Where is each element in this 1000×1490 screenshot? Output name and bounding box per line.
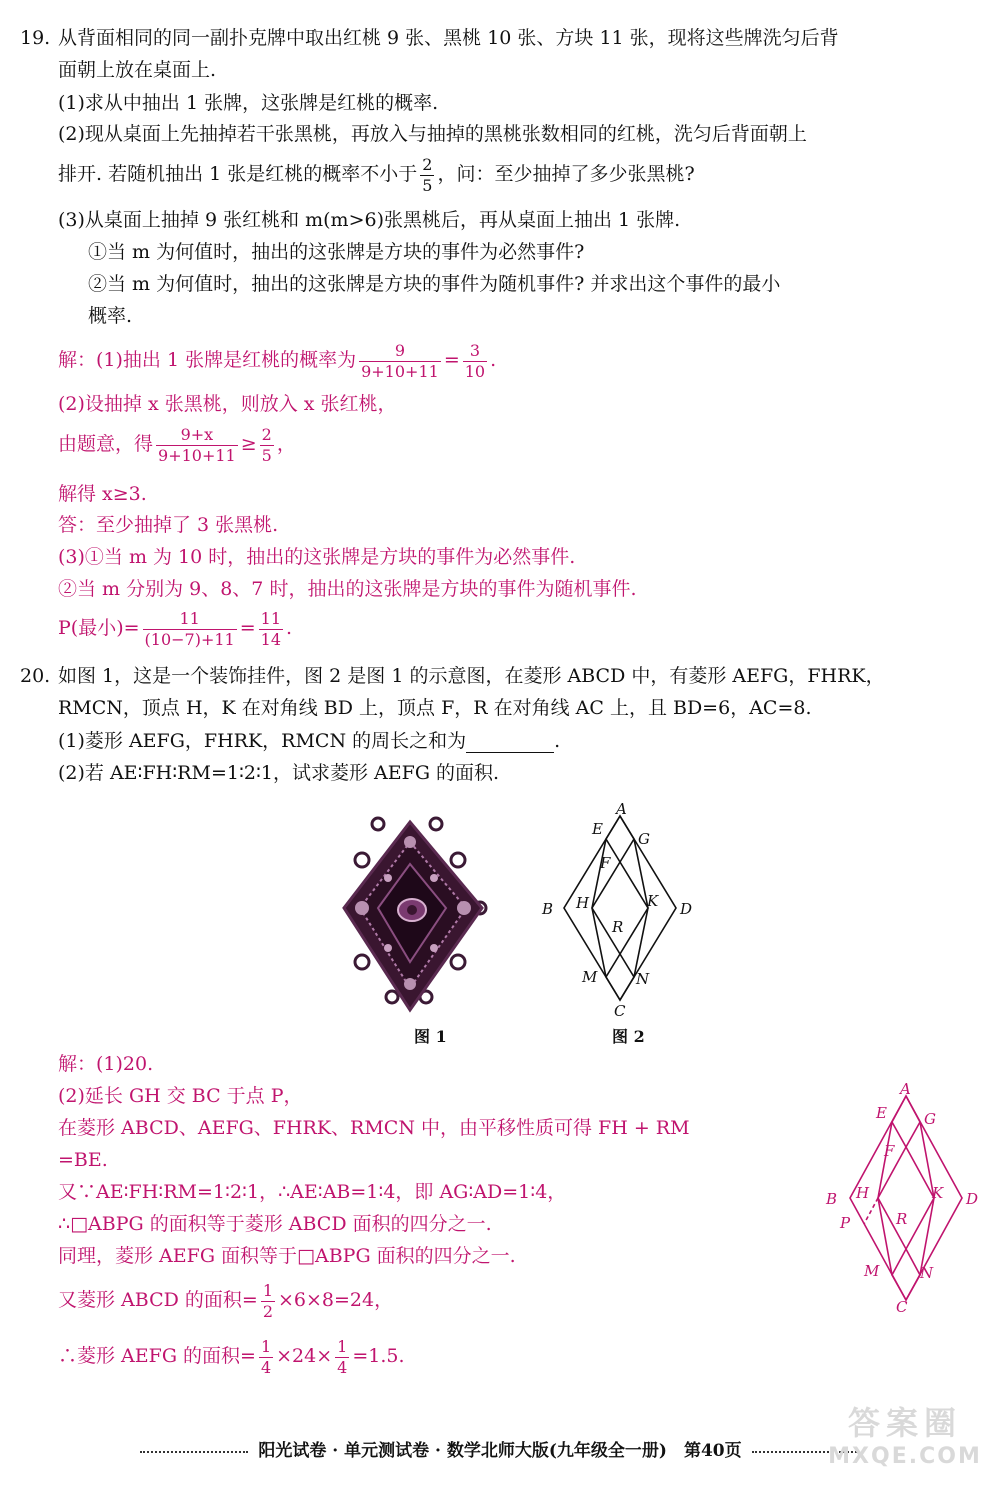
answer-blank (466, 734, 554, 753)
fraction-denominator: 4 (260, 1357, 272, 1377)
fraction-numerator: 1 (262, 1280, 273, 1300)
fraction-numerator: 9 (359, 341, 441, 362)
q19-stem-line1: 从背面相同的同一副扑克牌中取出红桃 9 张、黑桃 10 张、方块 11 张，现将这些牌洗匀后背 (58, 27, 839, 49)
q20-part2: (2)若 AE∶FH∶RM=1∶2∶1，试求菱形 AEFG 的面积. (58, 762, 500, 784)
fraction (259, 609, 283, 650)
a20-step8-text: 又菱形 ABCD 的面积= (58, 1289, 258, 1311)
fraction-numerator: 3 (463, 341, 487, 362)
fraction-denominator: 2 (262, 1301, 273, 1321)
q20-stem-line1: 如图 1，这是一个装饰挂件，图 2 是图 1 的示意图，在菱形 ABCD 中，有菱形 AEFG，FHRK， (58, 665, 885, 687)
fraction (335, 1337, 349, 1378)
equals-sign: = (239, 617, 256, 639)
q19-part2-question: ，问：至少抽掉了多少张黑桃? (437, 163, 695, 185)
a20-step8-rest: ×6×8=24， (278, 1289, 394, 1311)
fraction-denominator: (10−7)+11 (144, 629, 235, 649)
period: . (554, 730, 561, 752)
answer-label-p: P (840, 1214, 851, 1232)
answer-label-m: M (864, 1262, 880, 1280)
fraction-denominator: 9+10+11 (158, 445, 236, 465)
fraction (359, 341, 441, 382)
answer-label-h: H (856, 1184, 870, 1202)
fraction (156, 425, 238, 466)
label-e: E (592, 820, 603, 838)
fraction (261, 1281, 275, 1322)
fraction-numerator: 2 (422, 154, 433, 174)
fraction-2-5 (420, 155, 434, 196)
rhombus-diagram-figure2 (530, 800, 710, 1030)
a20-step3: 在菱形 ABCD、AEFG、FHRK、RMCN 中，由平移性质可得 FH + RM (58, 1117, 690, 1139)
answer-label-b: B (826, 1190, 838, 1208)
answer-label-f: F (884, 1142, 895, 1160)
answer-rhombus-rmcn (892, 1249, 920, 1300)
geq-sign: ≥ (240, 433, 257, 455)
period: . (490, 349, 497, 371)
fraction-numerator: 11 (260, 608, 282, 628)
a19-step7: ②当 m 分别为 9、8、7 时，抽出的这张牌是方块的事件为随机事件. (58, 578, 637, 600)
a19-step5: 答：至少抽掉了 3 张黑桃. (58, 514, 279, 536)
q19-part2-line1: (2)现从桌面上先抽掉若干张黑桃，再放入与抽掉的黑桃张数相同的红桃，洗匀后背面朝上 (58, 123, 807, 145)
answer-label-g: G (924, 1110, 936, 1128)
label-f: F (600, 854, 611, 872)
figure1-caption: 图 1 (414, 1027, 447, 1046)
a20-step2: (2)延长 GH 交 BC 于点 P， (58, 1085, 303, 1107)
a20-step9-text: ∴菱形 AEFG 的面积= (58, 1345, 256, 1367)
answer-label-r: R (896, 1210, 908, 1228)
q20-part1-text: (1)菱形 AEFG，FHRK，RMCN 的周长之和为 (58, 730, 467, 752)
fraction (143, 609, 237, 650)
answer-label-k: K (932, 1184, 944, 1202)
q19-number: 19. (20, 27, 51, 49)
fraction-denominator: 5 (422, 175, 433, 195)
answer-label-a: A (900, 1080, 911, 1098)
period: . (286, 617, 293, 639)
label-a: A (616, 800, 627, 818)
a19-step1-text: 解：(1)抽出 1 张牌是红桃的概率为 (58, 349, 357, 371)
watermark-line1: 答案圈 (847, 1404, 962, 1442)
label-b: B (542, 900, 554, 918)
figure2-caption: 图 2 (612, 1027, 645, 1046)
answer-label-e: E (876, 1104, 887, 1122)
label-n: N (636, 970, 650, 988)
fraction (260, 425, 274, 466)
fraction-numerator: 11 (143, 609, 237, 630)
q19-part2-text: 排开. 若随机抽出 1 张是红桃的概率不小于 (58, 163, 418, 185)
watermark-line2: MXQE.COM (828, 1444, 982, 1469)
q19-part3-c: 概率. (88, 305, 133, 327)
a19-step1 (58, 340, 496, 382)
label-g: G (638, 830, 650, 848)
label-h: H (576, 894, 590, 912)
a19-step8 (58, 608, 292, 650)
answer-rhombus-diagram (816, 1080, 996, 1316)
comma: ， (276, 433, 296, 455)
q19-part2-line2 (58, 154, 695, 196)
fraction-numerator: 1 (260, 1336, 272, 1356)
a20-step4: =BE. (58, 1149, 108, 1171)
answer-rhombus-aefg (892, 1096, 920, 1147)
fraction-denominator: 5 (261, 445, 272, 465)
footer-dots-left (140, 1451, 248, 1453)
q20-stem-line2: RMCN，顶点 H，K 在对角线 BD 上，顶点 F，R 在对角线 AC 上，且 BD=6，AC=8. (58, 697, 812, 719)
pendant-figure (340, 812, 500, 1018)
fraction (259, 1337, 273, 1378)
fraction-denominator: 10 (464, 361, 486, 381)
q20-number: 20. (20, 665, 51, 687)
watermark (820, 1398, 990, 1469)
q20-part1 (58, 729, 560, 753)
a19-step8-text: P(最小)= (58, 617, 140, 639)
a20-step6: ∴□ABPG 的面积等于菱形 ABCD 面积的四分之一. (58, 1213, 492, 1235)
answer-label-c: C (896, 1298, 908, 1316)
a19-step2: (2)设抽掉 x 张黑桃，则放入 x 张红桃， (58, 393, 397, 415)
a20-step5: 又∵AE∶FH∶RM=1∶2∶1，∴AE∶AB=1∶4，即 AG∶AD=1∶4， (58, 1181, 567, 1203)
fraction-numerator: 2 (261, 424, 272, 444)
fraction-numerator: 9+x (156, 425, 238, 446)
fraction (463, 341, 487, 382)
fraction-denominator: 14 (260, 629, 282, 649)
a20-step8 (58, 1280, 393, 1322)
fraction-numerator: 1 (337, 1336, 348, 1356)
a19-step4: 解得 x≥3. (58, 483, 147, 505)
a20-step1: 解：(1)20. (58, 1053, 154, 1075)
a20-step9-result: =1.5. (352, 1345, 405, 1367)
equals-sign: = (443, 349, 460, 371)
label-r: R (612, 918, 624, 936)
footer-text: 阳光试卷 · 单元测试卷 · 数学北师大版(九年级全一册) 第40页 (258, 1441, 742, 1461)
q19-part1: (1)求从中抽出 1 张牌，这张牌是红桃的概率. (58, 92, 439, 114)
a19-step6: (3)①当 m 为 10 时，抽出的这张牌是方块的事件为必然事件. (58, 546, 576, 568)
label-k: K (647, 892, 659, 910)
fraction-denominator: 9+10+11 (361, 361, 439, 381)
rhombus-fhrk (592, 862, 648, 954)
label-d: D (680, 900, 693, 918)
a19-step3-text: 由题意，得 (58, 433, 154, 455)
a19-step3 (58, 424, 296, 466)
q19-part3-a: ①当 m 为何值时，抽出的这张牌是方块的事件为必然事件? (88, 241, 585, 263)
fraction-denominator: 4 (337, 1357, 348, 1377)
a20-step9 (58, 1336, 405, 1378)
label-c: C (614, 1002, 626, 1020)
label-m: M (582, 968, 598, 986)
answer-label-d: D (966, 1190, 979, 1208)
answer-label-n: N (920, 1264, 934, 1282)
rhombus-rmcn (606, 954, 634, 1000)
answer-rhombus-fhrk (878, 1147, 934, 1249)
a20-step9-mid: ×24× (276, 1345, 333, 1367)
q19-part3-b: ②当 m 为何值时，抽出的这张牌是方块的事件为随机事件? 并求出这个事件的最小 (88, 273, 781, 295)
q19-stem-line2: 面朝上放在桌面上. (58, 59, 217, 81)
a20-step7: 同理，菱形 AEFG 面积等于□ABPG 面积的四分之一. (58, 1245, 516, 1267)
q19-part3: (3)从桌面上抽掉 9 张红桃和 m(m>6)张黑桃后，再从桌面上抽出 1 张牌. (58, 209, 681, 231)
